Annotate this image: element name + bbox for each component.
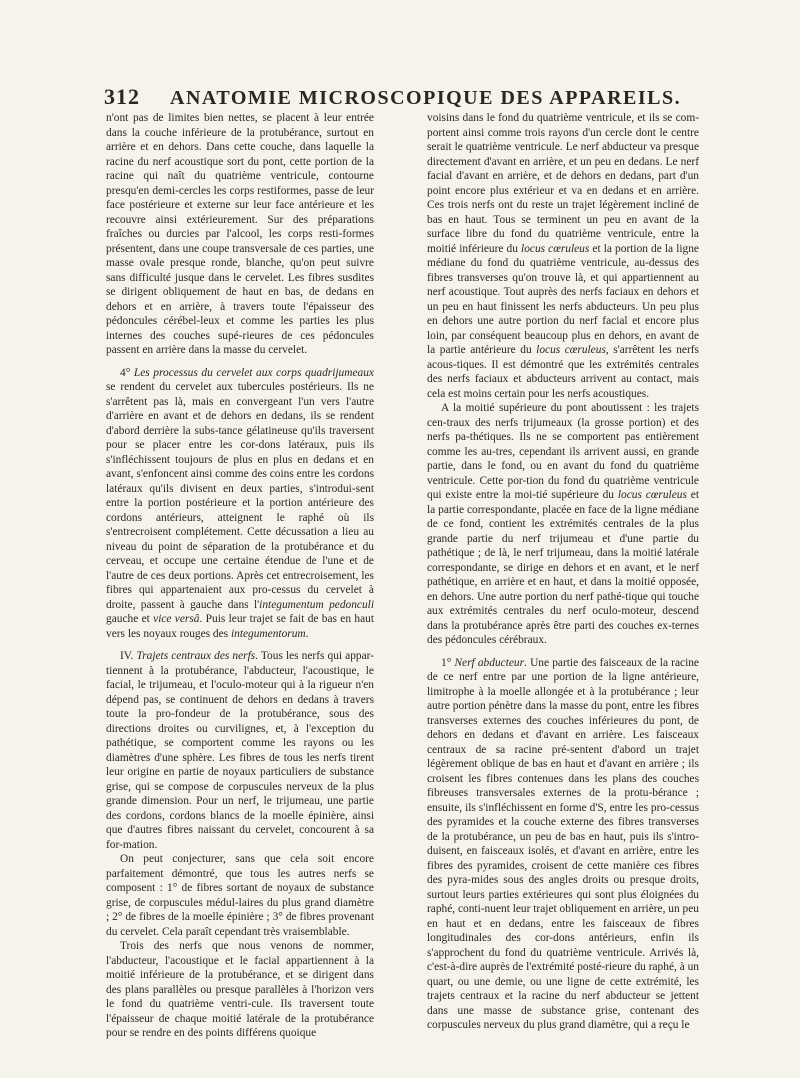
- paragraph-text: se rendent du cervelet aux tubercules postérieurs. Ils ne s'arrêtent pas là, mais en convergeant l'un vers l'autre d'arrière en avant et de dehors en dedans, ils se rendent d'abord derrière la subs-tance gélatineuse qu'ils traversent pour se placer entre les cor-dons latéraux, puis ils s'infléchissent toujours de plus en plus en dedans et en avant, s'enfoncent ainsi comme des coins entre les cordons latéraux qu'ils divisent en deux parties, s'introdui-sent entre la portion postérieure et la portion antérieure des cordons antérieurs, atteignent le raphé où ils s'entrecroisent complétement. Cette décussation a lieu au niveau du point de séparation de la protubérance et du cerveau, et occupe une certaine étendue de l'une et de l'autre de ces deux portions. Après cet entrecroisement, les fibres qui appartenaient aux pro-cessus du cervelet à droite, passent à gauche dans l': [106, 381, 374, 611]
- paragraph-text: , s'arrêtent les nerfs acous-tiques. Il est démontré que les extrémités centrales des nerfs faciaux et abducteurs arrivent au contact, mais cela est moins certain pour les nerfs acoustiques.: [427, 344, 699, 400]
- paragraph-text: . Une partie des faisceaux de la racine de ce nerf entre par une portion de la ligne antérieure, limitrophe à la moelle allongée et à la protubérance ; leur autre portion pénètre dans la masse du pont, entre les fibres transverses externes des couches inférieures du pont, de dehors en dedans et d'avant en arrière. Les faisceaux centraux de sa racine pré-sentent d'abord un trajet légèrement oblique de bas en haut et d'avant en arrière ; ils croisent les fibres contenues dans les plans des couches fibreuses transversales externes de la protu-bérance ; ensuite, ils s'infléchissent en forme d'S, entre les pro-cessus des pyramides et la couche externe des fibres transverses de la protubérance, un peu de bas en haut, puis ils s'intro-duisent, en faisceaux isolés, et d'avant en arrière, entre les fibres des pyramides, croisent de cette manière ces fibres des pyra-mides sous des angles droits ou presque droits, surtout leurs parties extérieures qui sont plus éloignées du raphé, conti-nuent leur trajet obliquement en arrière, un peu en haut et en dedans, entre les faisceaux de fibres longitudinales des cor-dons antérieurs, enfin ils s'approchent du fond du quatrième ventricule. Arrivés là, c'est-à-dire auprès de l'extrémité posté-rieure du raphé, à un quart, ou une demie, ou une ligne de cette extrémité, les trajets centraux et la racine du nerf abducteur se jettent dans une masse de substance grise, contenant des corpuscules nerveux du plus grand diamètre, qui a reçu le: [427, 656, 699, 1031]
- section-title: Les processus du cervelet aux corps quadrijumeaux: [133, 366, 374, 379]
- right-paragraph-2: [427, 401, 699, 648]
- left-column: [106, 111, 374, 1041]
- italic-term: locus cœruleus: [521, 242, 590, 255]
- paragraph-text: .: [305, 627, 309, 640]
- section-title: Nerf abducteur: [454, 656, 525, 669]
- section-number: IV.: [120, 650, 137, 662]
- italic-term: vice versâ: [153, 613, 200, 625]
- running-head: ANATOMIE MICROSCOPIQUE DES APPAREILS.: [170, 87, 682, 109]
- paragraph-text: et la portion de la ligne médiane du fond du quatrième ventricule, au-dessus des fibres transverses qu'on trouve là, et qui appartiennent au nerf acoustique. Tout auprès des nerfs faciaux en dehors et un peu en haut finissent les nerfs abducteurs. Un peu plus en dehors une autre portion du nerf facial et encore plus loin, par conséquent beaucoup plus en dehors, en avant de la partie antérieure du: [427, 242, 699, 356]
- italic-term: locus cœruleus: [617, 489, 687, 501]
- right-column: [427, 111, 699, 1033]
- italic-term: integumentum pedonculi: [259, 598, 374, 611]
- left-paragraph-1: n'ont pas de limites bien nettes, se placent à leur entrée dans la couche inférieure de la protubérance, surtout en arrière et en dehors. Dans cette couche, dans laquelle la racine du nerf acoustique sort du pont, cette portion de la racine qui naît du quatrième ventricule, contourne presqu'en demi-cercles les corps restiformes, passe de leur face postérieure et externe sur leur face antérieure et les recouvre ainsi extérieurement. Sur des préparations fraîches ou durcies par l'alcool, les corps resti-formes présentent, dans une coupe transversale de ces parties, une masse ovale presque ronde, blanche, qu'on peut suivre sans difficulté jusque dans le cervelet. Les fibres susdites se dirigent obliquement de haut en bas, de dedans en dehors et en arrière, à travers toute l'épaisseur des pédoncules cérébel-leux et comme les parties les plus internes des couches supé-rieures de ces pédoncules passent en arrière dans la masse du cervelet.: [106, 112, 374, 356]
- left-paragraph-4: On peut conjecturer, sans que cela soit encore parfaitement démontré, que tous les autres nerfs se composent : 1° de fibres sortant de noyaux de substance grise, de corpuscules médul-laires du plus grand diamètre ; 2° de fibres de la moelle épinière ; 3° de fibres provenant du cervelet. Cela paraît cependant très vraisemblable.: [106, 853, 374, 938]
- left-paragraph-2: [106, 366, 374, 642]
- italic-term: locus cœruleus: [536, 344, 606, 356]
- paragraph-text: voisins dans le fond du quatrième ventricule, et ils se com-portent ainsi comme trois rayons d'un cercle dont le centre serait le quatrième ventricule. Le nerf abducteur va presque directement d'avant en arrière, et un peu en dedans. Le nerf facial d'avant en arrière, et de dehors en dedans, part d'un point encore plus extérieur et va en dedans et en arrière. Ces trois nerfs ont du reste un trajet légèrement incliné de bas en haut. Tous se terminent un peu en avant de la surface libre du fond du quatrième ventricule, entre la moitié inférieure du: [427, 112, 699, 255]
- right-paragraph-3: [427, 656, 699, 1033]
- section-number: 4°: [120, 366, 134, 379]
- paragraph-text: . Tous les nerfs qui appar-tiennent à la protubérance, l'abducteur, l'acoustique, le facial, le trijumeau, et l'oculo-moteur qui à la rigueur n'en dépend pas, se continuent de dehors en dedans à travers toute la pro-fondeur de la protubérance, sous des directions droites ou curvilignes, et, à l'exception du pathétique, se comportent comme les rayons ou les diamètres d'une sphère. Les fibres de tous les nerfs tirent leur origine en partie de noyaux particuliers de substance grise, qui se compose de corpuscules nerveux de la plus grande dimension. Pour un nerf, le trijumeau, une partie des cordons, cordons blancs de la moelle épinière, ainsi que d'autres fibres naissant du cervelet, concourent à sa for-mation.: [106, 650, 374, 851]
- paragraph-text: et la partie correspondante, placée en face de la ligne médiane de ce fond, contient les extrémités centrales de la plus grande partie du nerf trijumeau et d'une partie du pathétique ; de là, le nerf trijumeau, dans la moitié latérale correspondante, se dirige en dehors et en avant, et le nerf pathétique, en arrière et en haut, et dans la moitié opposée, en dehors. Une autre portion du nerf pathé-tique qui touche aux extrémités centrales du nerf oculo-moteur, descend dans la protubérance après être parti des couches ex-ternes des pédoncules cérébraux.: [427, 489, 699, 646]
- paragraph-text: . Puis leur trajet se fait de bas en haut vers les noyaux rouges des: [106, 613, 374, 640]
- page-number: 312: [104, 84, 140, 109]
- page-header: [104, 84, 704, 110]
- paragraph-text: gauche et: [106, 613, 154, 625]
- paragraph-text: A la moitié supérieure du pont aboutissent : les trajets cen-traux des nerfs trijumeaux (la grosse portion) et des nerfs pa-thétiques. Ils ne se comportent pas entièrement comme les au-tres, cependant ils arrivent aussi, en grande partie, dans le fond, ou en avant du fond du quatrième ventricule. Cette por-tion du fond du quatrième ventricule qui existe entre la moi-tié supérieure du: [427, 402, 699, 501]
- right-paragraph-1: [427, 111, 699, 401]
- italic-term: integumentorum: [230, 627, 306, 640]
- left-paragraph-5: Trois des nerfs que nous venons de nommer, l'abducteur, l'acoustique et le facial appartiennent à la moitié inférieure de la protubérance, et se dirigent dans des plans parallèles ou presque parallèles à l'horizon vers le fond du quatrième ventri-cule. Ils traversent toute l'épaisseur de chaque moitié latérale de la protubérance pour se rendre en des points différens quoique: [106, 940, 374, 1039]
- section-number: 1°: [441, 656, 455, 669]
- section-title: Trajets centraux des nerfs: [136, 650, 256, 662]
- left-paragraph-3: [106, 649, 374, 852]
